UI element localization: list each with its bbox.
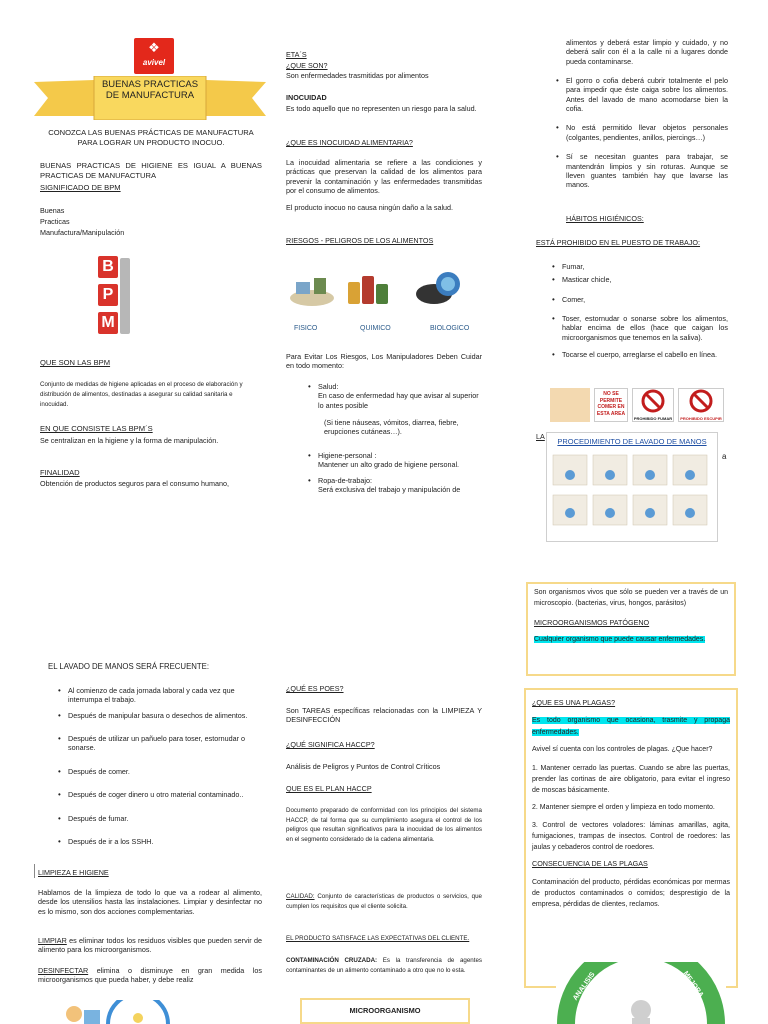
analisis-label: ANALISIS [572, 971, 597, 1002]
consecuencia-heading: CONSECUENCIA DE LAS PLAGAS [532, 859, 648, 869]
haccp-heading: ¿QUÉ SIGNIFICA HACCP? [286, 740, 375, 749]
limpiar-paragraph: LIMPIAR es eliminar todos los residuos visibles que pueden servir de alimento para los microorganismos. [38, 936, 262, 955]
microorganismo-text: Son organismos vivos que sólo se pueden ver a través de un microscopio. (bacterias, virus, hongos, parásitos) [534, 589, 728, 607]
list-item: • Comer, [552, 295, 728, 304]
que-son-heading: ¿QUE SON? [286, 61, 328, 70]
satisface-text: EL PRODUCTO SATISFACE LAS EXPECTATIVAS DEL CLIENTE. [286, 935, 470, 942]
control-question: Avivel sí cuenta con los controles de plagas. ¿Que hacer? [532, 745, 713, 753]
partial-text-a: a [722, 452, 727, 461]
chemical-hazard-icon [344, 270, 392, 308]
logo-text: avivel [142, 58, 166, 67]
list-item: • Masticar chicle, [552, 275, 728, 284]
inocuidad-alimentaria-heading: ¿QUE ES INOCUIDAD ALIMENTARIA? [286, 138, 413, 147]
inocuo-text: El producto inocuo no causa ningún daño a la salud. [286, 203, 454, 212]
higiene-bullets [556, 76, 728, 196]
food-illustration [550, 388, 590, 422]
figure-shadow [120, 258, 130, 334]
list-item: • Fumar, [552, 262, 728, 271]
plan-haccp-heading: QUE ES EL PLAN HACCP [286, 784, 372, 793]
consiste-heading: EN QUE CONSISTE LAS BPM´S [40, 424, 153, 433]
significado-list [40, 206, 124, 238]
poes-text: Son TAREAS específicas relacionadas con la LIMPIEZA Y DESINFECCIÓN [286, 706, 482, 725]
divider [34, 864, 35, 878]
bpm-graphic [96, 256, 132, 340]
plagas-box [524, 688, 738, 988]
significado-item: Practicas [40, 216, 70, 226]
prohibido-heading: ESTÁ PROHIBIDO EN EL PUESTO DE TRABAJO: [536, 238, 701, 247]
prohibition-signs [550, 388, 726, 424]
etas-heading: ETA´S [286, 50, 307, 59]
list-item: • No está permitido llevar objetos personales (colgantes, pendientes, anillos, piercings…) [556, 123, 728, 142]
manipulador-list [308, 382, 482, 500]
consiste-text: Se centralizan en la higiene y la forma de manipulación. [40, 436, 219, 445]
list-item: • Después de ir a los SSHH. [58, 837, 262, 846]
intro-text: CONOZCA LAS BUENAS PRÁCTICAS DE MANUFACTURA PARA LOGRAR UN PRODUCTO INOCUO. [48, 128, 254, 147]
list-item: • Después de utilizar un pañuelo para toser, estornudar o sonarse. [58, 734, 262, 753]
list-item: • Salud: En caso de enfermedad hay que avisar al superior lo antes posible (Si tiene náuseas, vómitos, diarrea, fiebre, erupciones cutáneas…). [308, 382, 482, 437]
list-item: • Toser, estornudar o sonarse sobre los alimentos, hablar encima de ellos (hace que caigan los microorganismos que tenemos en la saliva). [552, 314, 728, 342]
significado-item: Manufactura/Manipulación [40, 227, 125, 237]
no-fumar-sign: PROHIBIDO FUMAR [632, 388, 674, 422]
frecuente-list [58, 686, 262, 852]
handwashing-procedure [546, 432, 718, 542]
no-escupir-sign: PROHIBIDO ESCUPIR [678, 388, 724, 422]
inocuidad-heading: INOCUIDAD [286, 93, 327, 102]
finalidad-text: Obtención de productos seguros para el consumo humano, [40, 479, 229, 488]
equals-text: BUENAS PRACTICAS DE HIGIENE ES IGUAL A BUENAS PRACTICAS DE MANUFACTURA [40, 161, 262, 180]
evitar-riesgos-text: Para Evitar Los Riesgos, Los Manipuladores Deben Cuidar en todo momento: [286, 352, 482, 371]
microorganismo-box [526, 582, 736, 676]
list-item: • Tocarse el cuerpo, arreglarse el cabello en línea. [552, 350, 728, 359]
microorganismo-heading: MICROORGANISMO [300, 998, 470, 1024]
list-item: • Después de manipular basura o desechos de alimentos. [58, 711, 262, 720]
list-item: • Al comienzo de cada jornada laboral y cada vez que interrumpa el trabajo. [58, 686, 262, 705]
frecuente-heading: EL LAVADO DE MANOS SERÁ FRECUENTE: [48, 662, 210, 671]
bpm-letter-m: M [98, 312, 118, 334]
plan-haccp-text: Documento preparado de conformidad con los principios del sistema HACCP, de tal forma que su cumplimiento asegura el control de los peligros que resultan significativos para la inocuidad de los alimentos en el segmento considerado de la cadena alimentaria. [286, 807, 482, 843]
control-step: 2. Mantener siempre el orden y limpieza en todo momento. [532, 804, 715, 812]
inocuidad-alimentaria-text: La inocuidad alimentaria se refiere a las condiciones y prácticas que preservan la calidad de los alimentos para prevenir la contaminación y las enfermedades transmitidas por el consumo de alimentos. [286, 158, 482, 196]
limpieza-text: Hablamos de la limpieza de todo lo que va a rodear al alimento, desde los utensilios hasta las instalaciones. Limpiar y desinfectar no es lo mismo, son dos acciones complementarias. [38, 888, 262, 916]
logo-flame-icon: ❖ [148, 40, 160, 55]
banner-title: BUENAS PRACTICAS DE MANUFACTURA [101, 79, 199, 101]
handwashing-steps-illustration [547, 447, 719, 537]
list-item: • Después de fumar. [58, 814, 262, 823]
patogeno-text: Cualquier organismo que puede causar enfermedades. [534, 636, 706, 644]
significado-heading: SIGNIFICADO DE BPM [40, 183, 121, 192]
list-item: • Ropa-de-trabajo: Será exclusiva del trabajo y manipulación de [308, 476, 482, 495]
poes-heading: ¿QUÉ ES POES? [286, 684, 344, 693]
control-step: 3. Control de vectores voladores: láminas amarillas, agita, fumigaciones, trampas de insectos. Control de roedores: las jaulas y cebaderos control de roedores. [532, 821, 730, 852]
bpm-letter-p: P [98, 284, 118, 306]
mejora-label: MEJORA [681, 970, 705, 999]
risk-label-quimico: QUIMICO [360, 325, 391, 332]
riesgos-heading: RIESGOS - PELIGROS DE LOS ALIMENTOS [286, 236, 434, 245]
desinfectar-paragraph: DESINFECTAR elimina o disminuye en gran medida los microorganismos que pueda haber, y debe realiz [38, 966, 262, 985]
list-item: • El gorro o cofia deberá cubrir totalmente el pelo para impedir que éste caiga sobre los alimentos. Antes del lavado de mano acomodarse bien la cofia. [556, 76, 728, 113]
physical-hazard-icon [288, 272, 336, 308]
list-item: • Sí se necesitan guantes para trabajar, se mantendrán limpios y sin roturas. Aunque se lleven guantes también hay que lavarse las manos. [556, 152, 728, 189]
cleaning-illustration [60, 1000, 180, 1024]
list-item: • Higiene-personal : Mantener un alto grado de higiene personal. [308, 451, 482, 470]
haccp-text: Análisis de Peligros y Puntos de Control Críticos [286, 762, 441, 771]
list-item: • Después de comer. [58, 767, 262, 776]
no-comer-sign: NO SE PERMITE COMER EN ESTA AREA [594, 388, 628, 422]
finalidad-heading: FINALIDAD [40, 468, 80, 477]
inocuidad-text: Es todo aquello que no representen un riesgo para la salud. [286, 104, 477, 113]
improvement-cycle-graphic [556, 962, 726, 1024]
plaga-text: Es todo organismo que ocasiona, trasmite y propaga enfermedades. [532, 717, 730, 736]
no-smoking-icon [633, 389, 673, 413]
contaminacion-paragraph: CONTAMINACIÓN CRUZADA: Es la transferencia de agentes contaminantes de un alimento contaminado a otro que no lo esta. [286, 957, 482, 974]
prohibido-list [552, 262, 728, 366]
lavado-partial-heading: LA [536, 432, 545, 441]
risk-label-fisico: FISICO [294, 325, 318, 332]
limpieza-heading: LIMPIEZA E HIGIENE [38, 868, 109, 877]
biological-hazard-icon [412, 268, 468, 308]
risk-illustrations [284, 268, 480, 338]
calidad-paragraph: CALIDAD: Conjunto de características de productos o servicios, que cumplen los requisitos que el cliente solicita. [286, 893, 482, 910]
list-item: • Después de coger dinero u otro material contaminado.. [58, 790, 262, 799]
procedure-title: PROCEDIMIENTO DE LAVADO DE MANOS [557, 437, 707, 446]
habitos-heading: HÁBITOS HIGIÉNICOS: [566, 214, 644, 223]
ropa-continuation-text: alimentos y deberá estar limpio y cuidado, y no deberá salir con él a la calle ni a lugares donde pueda contaminarse. [566, 38, 728, 66]
avivel-logo [134, 38, 174, 74]
no-spitting-icon [679, 389, 723, 413]
que-son-bpm-heading: QUE SON LAS BPM [40, 358, 111, 367]
plaga-heading: ¿QUE ES UNA PLAGAS? [532, 698, 616, 707]
consecuencia-text: Contaminación del producto, pérdidas económicas por mermas de productos contaminados o comidos; desprestigio de la empresa, pérdidas de clientes, reclamos. [532, 878, 730, 908]
control-step: 1. Mantener cerrado las puertas. Cuando se abre las puertas, prender las cortinas de aire obligatorio, para evitar el ingreso de moscas básicamente. [532, 764, 730, 795]
bpm-letter-b: B [98, 256, 118, 278]
patogeno-heading: MICROORGANISMOS PATÓGENO [534, 617, 650, 627]
risk-label-biologico: BIOLOGICO [430, 325, 470, 332]
que-son-text: Son enfermedades trasmitidas por alimentos [286, 71, 429, 80]
significado-item: Buenas [40, 206, 65, 215]
que-son-bpm-text: Conjunto de medidas de higiene aplicadas en el proceso de elaboración y distribución de alimentos, destinadas a asegurar su calidad sanitaria e inocuidad. [40, 381, 243, 408]
